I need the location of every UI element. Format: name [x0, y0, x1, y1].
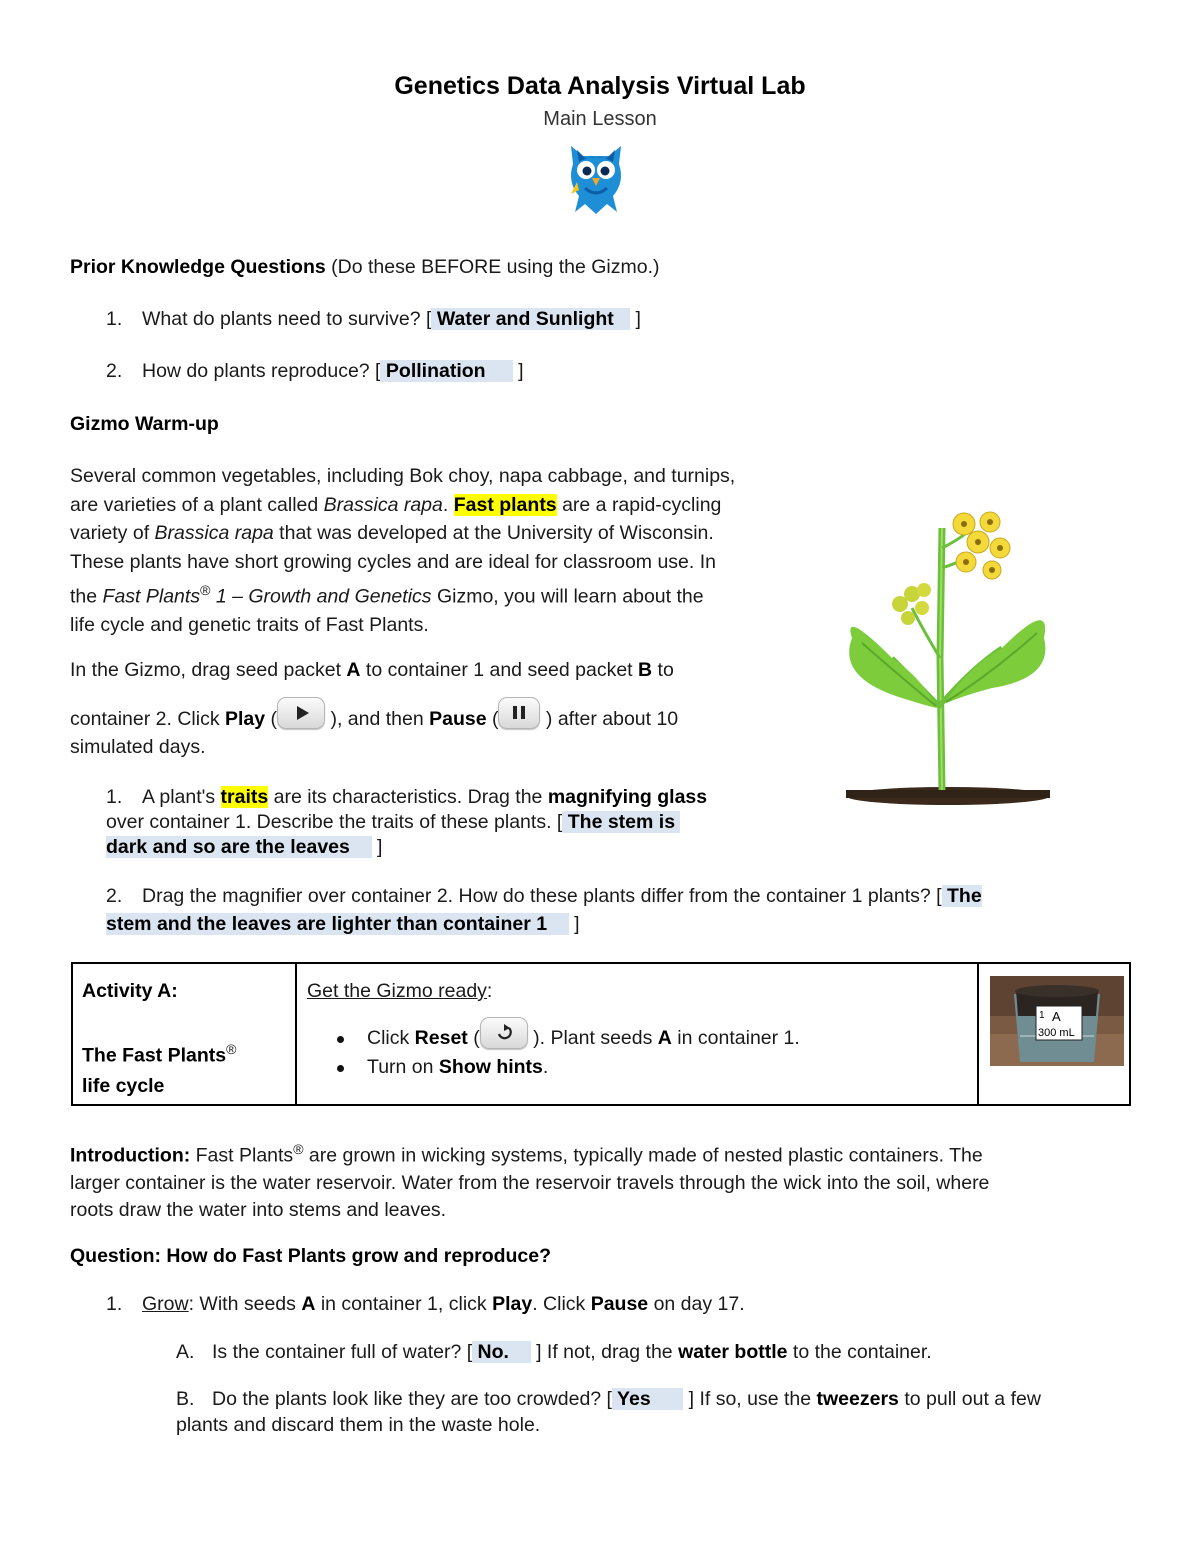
warmup-question-1: 1. A plant's traits are its characteristics. Drag the magnifying glass over container 1. Describe the traits of these plants. [ The stem is dark and so are the leaves ]: [106, 786, 708, 858]
prior-knowledge-heading: Prior Knowledge Questions: [70, 256, 326, 278]
prior-answer-1[interactable]: Water and Sunlight: [431, 308, 631, 330]
prior-answer-2[interactable]: Pollination: [380, 360, 513, 382]
warmup-answer-1-part-1[interactable]: The stem is: [562, 811, 681, 833]
highlight-traits: traits: [220, 786, 269, 808]
pot-number-label: 1: [1039, 1010, 1045, 1021]
prior-knowledge-note: (Do these BEFORE using the Gizmo.): [325, 256, 660, 278]
warmup-question-2: 2. Drag the magnifier over container 2. How do these plants differ from the container 1 plants? [ The stem and the leaves are lighter than container 1 ]: [106, 885, 982, 935]
prior-question-1-text: What do plants need to survive? [: [142, 308, 432, 330]
question-step-1b: B. Do the plants look like they are too crowded? [ Yes ] If so, use the tweezers to pull out a few plants and discard them in the waste hole.: [176, 1388, 1041, 1436]
prior-question-2-text: How do plants reproduce? [: [142, 360, 381, 382]
play-button-icon: [277, 697, 325, 729]
warmup-heading: Gizmo Warm-up: [70, 413, 219, 435]
activity-label: Activity A:: [82, 980, 178, 1002]
question-heading: Question: How do Fast Plants grow and reproduce?: [70, 1245, 552, 1267]
introduction-paragraph: Introduction: Fast Plants® are grown in wicking systems, typically made of nested plastic containers. The larger container is the water reservoir. Water from the reservoir travels through the wick into the soil, where roots draw the water into stems and leaves.: [70, 1141, 990, 1221]
warmup-answer-2-part-1[interactable]: The: [941, 885, 982, 907]
question-step-1a: A. Is the container full of water? [ No. ] If not, drag the water bottle to the container.: [176, 1341, 932, 1363]
activity-step-reset: Click Reset ( ). Plant seeds A in container 1.: [297, 1024, 977, 1053]
prior-question-1: 1. What do plants need to survive? [ Water and Sunlight ]: [106, 308, 641, 330]
activity-label-cell: Activity A: The Fast Plants® life cycle: [72, 963, 296, 1105]
document-subtitle: Main Lesson: [543, 108, 657, 130]
pause-button-icon: [498, 697, 540, 729]
get-gizmo-ready-label: Get the Gizmo ready: [307, 980, 487, 1002]
activity-a-table: [71, 962, 1131, 1106]
document-title: Genetics Data Analysis Virtual Lab: [394, 72, 806, 100]
introduction-label: Introduction:: [70, 1144, 191, 1167]
prior-question-2: 2. How do plants reproduce? [ Pollination ]: [106, 360, 524, 382]
pot-letter-label: A: [1052, 1009, 1061, 1024]
brassica-plant-illustration: [832, 508, 1062, 808]
activity-title: The Fast Plants: [82, 1044, 227, 1067]
activity-step-show-hints: Turn on Show hints.: [297, 1053, 977, 1082]
warmup-paragraph-1: Several common vegetables, including Bok choy, napa cabbage, and turnips, are varieties of a plant called Brassica rapa. Fast plants are a rapid-cycling variety of Brassica rapa that was developed at the University of Wisconsin. These plants have short growing cycles and are ideal for classroom use. In the Fast Plants® 1 – Growth and Genetics Gizmo, you will learn about the life cycle and genetic traits of Fast Plants.: [70, 465, 736, 636]
highlight-fast-plants: Fast plants: [453, 493, 557, 516]
pot-volume-label: 300 mL: [1038, 1027, 1075, 1039]
warmup-answer-2-part-2[interactable]: stem and the leaves are lighter than container 1: [106, 913, 569, 935]
warmup-paragraph-2-line-2: container 2. Click Play ( ), and then Pause ( ) after about 10: [70, 704, 678, 734]
owl-logo-icon: [563, 138, 629, 216]
warmup-paragraph-2-line-3: simulated days.: [70, 736, 206, 758]
container-300ml-image: [990, 976, 1124, 1066]
activity-instructions-cell: Get the Gizmo ready: Click Reset ( ). Plant seeds A in container 1. Turn on Show hints.: [296, 963, 978, 1105]
reset-button-icon: [480, 1017, 528, 1049]
prior-knowledge-heading-line: [70, 253, 660, 281]
crowded-answer[interactable]: Yes: [611, 1388, 684, 1410]
warmup-answer-1-part-2[interactable]: dark and so are the leaves: [106, 836, 372, 858]
warmup-paragraph-2-line-1: In the Gizmo, drag seed packet A to container 1 and seed packet B to: [70, 659, 674, 681]
question-step-1: 1. Grow: With seeds A in container 1, click Play. Click Pause on day 17.: [106, 1293, 745, 1315]
water-full-answer[interactable]: No.: [472, 1341, 531, 1363]
